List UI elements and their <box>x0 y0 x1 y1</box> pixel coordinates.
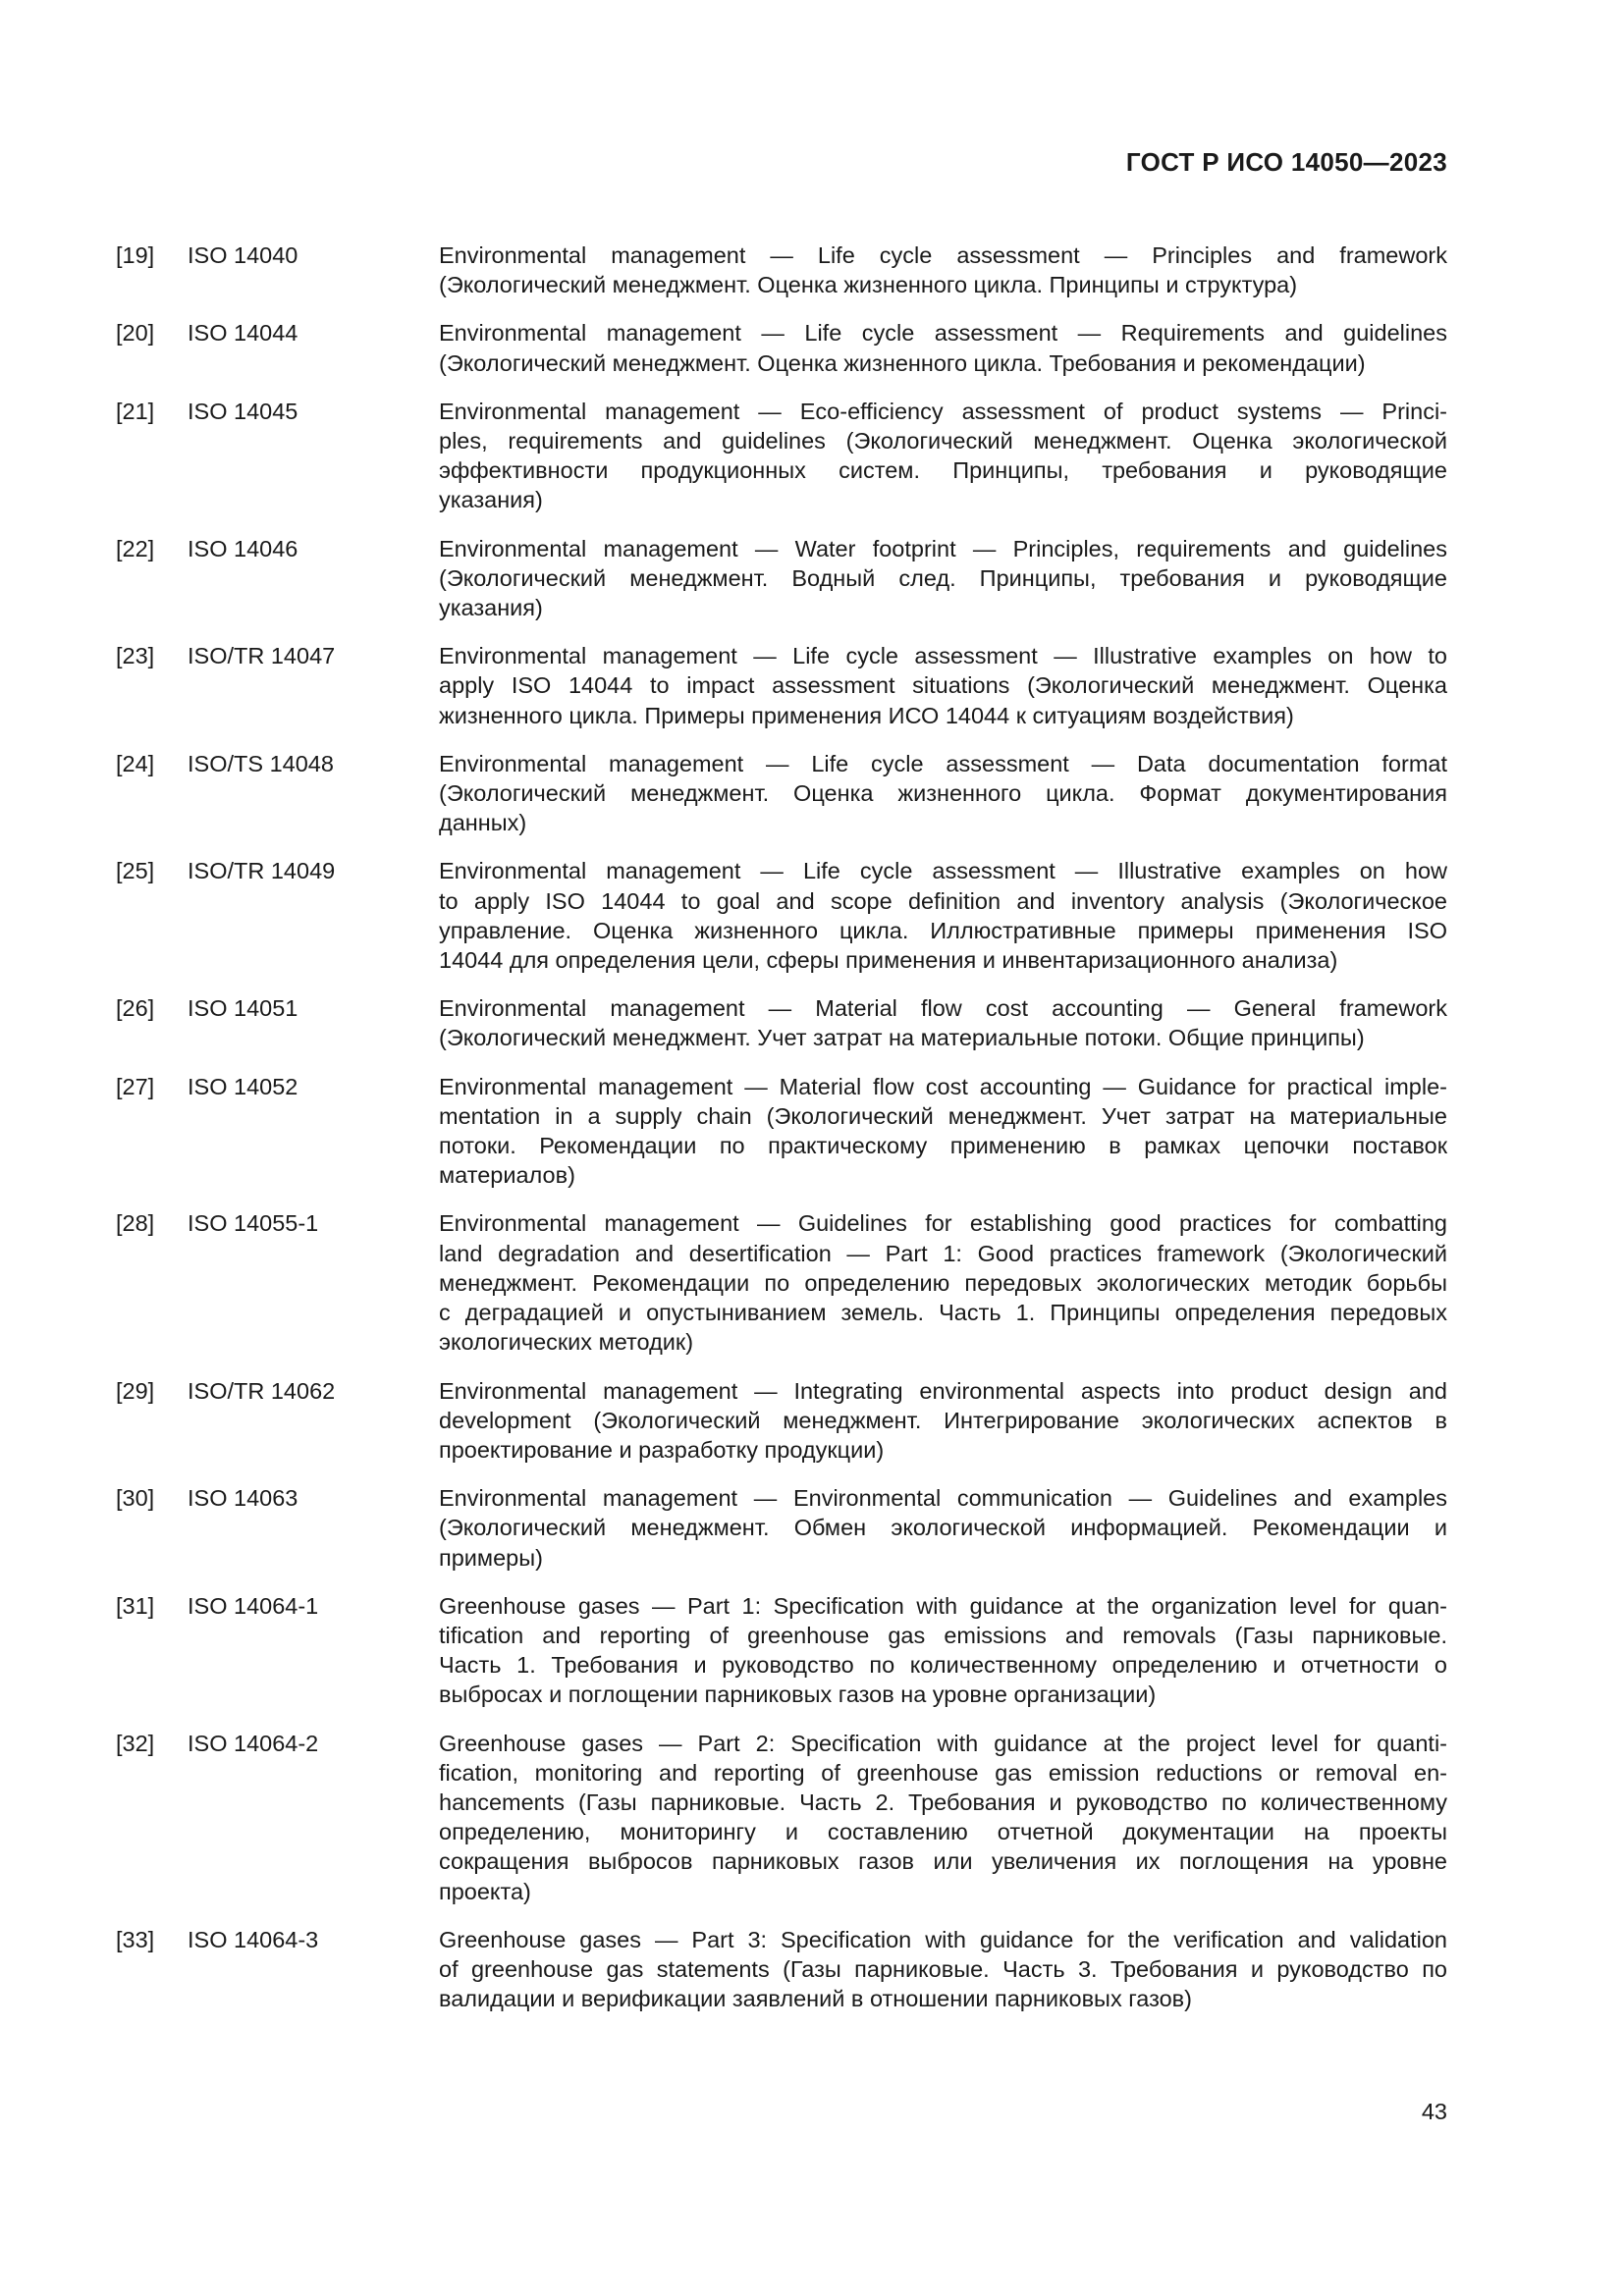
reference-number: [29] <box>116 1377 155 1404</box>
reference-number: [33] <box>116 1926 155 1952</box>
reference-title-line: определению, мониторингу и составлению отчетной документации на проекты <box>439 1819 1447 1845</box>
standard-code: ISO 14052 <box>188 1073 298 1099</box>
standard-code: ISO/TS 14048 <box>188 750 334 776</box>
reference-number: [32] <box>116 1730 155 1756</box>
reference-title-line: проектирование и разработку продукции) <box>439 1436 885 1463</box>
reference-title-line: Environmental management — Environmental communication — Guidelines and examples <box>439 1485 1447 1512</box>
standard-code: ISO 14063 <box>188 1485 298 1512</box>
reference-number: [20] <box>116 320 155 347</box>
reference-title-line: Часть 1. Требования и руководство по количественному определению и отчетности о <box>439 1652 1447 1679</box>
reference-title-line: проекта) <box>439 1878 531 1904</box>
reference-title-line: Environmental management — Life cycle assessment — Data documentation format <box>439 750 1447 776</box>
document-header: ГОСТ Р ИСО 14050—2023 <box>1125 147 1447 177</box>
reference-title-line: (Экологический менеджмент. Водный след. Принципы, требования и руководящие <box>439 564 1447 591</box>
reference-title <box>439 641 1447 730</box>
reference-title-line: (Экологический менеджмент. Обмен экологической информацией. Рекомендации и <box>439 1515 1447 1541</box>
bibliography-entry <box>116 1483 1447 1573</box>
bibliography-entry <box>116 1208 1447 1357</box>
standard-code: ISO 14040 <box>188 242 298 268</box>
reference-number: [28] <box>116 1210 155 1237</box>
reference-title <box>439 397 1447 515</box>
bibliography-list <box>116 240 1447 2032</box>
bibliography-entry <box>116 318 1447 377</box>
reference-title <box>439 993 1447 1052</box>
reference-number: [24] <box>116 750 155 776</box>
reference-title-line: Environmental management — Material flow cost accounting — General framework <box>439 995 1447 1022</box>
standard-code: ISO 14064-1 <box>188 1592 319 1619</box>
reference-number: [27] <box>116 1073 155 1099</box>
reference-title-line: Environmental management — Guidelines for establishing good practices for combatting <box>439 1210 1447 1237</box>
reference-title-line: Environmental management — Eco-efficiency assessment of product systems — Princi- <box>439 398 1447 424</box>
bibliography-entry <box>116 534 1447 623</box>
reference-title <box>439 1925 1447 2014</box>
reference-title-line: сокращения выбросов парниковых газов или увеличения их поглощения на уровне <box>439 1848 1447 1875</box>
reference-title <box>439 318 1447 377</box>
bibliography-entry <box>116 1729 1447 1906</box>
page-number: 43 <box>1421 2099 1447 2124</box>
reference-title <box>439 1072 1447 1191</box>
reference-number: [23] <box>116 643 155 669</box>
reference-title <box>439 1483 1447 1573</box>
reference-title-line: Greenhouse gases — Part 1: Specification with guidance at the organization level for quan- <box>439 1592 1447 1619</box>
standard-code: ISO/TR 14062 <box>188 1377 336 1404</box>
reference-title-line: управление. Оценка жизненного цикла. Иллюстративные примеры применения ISO <box>439 917 1447 943</box>
reference-number: [30] <box>116 1485 155 1512</box>
reference-title-line: hancements (Газы парниковые. Часть 2. Требования и руководство по количественному <box>439 1789 1447 1815</box>
bibliography-entry <box>116 1376 1447 1466</box>
bibliography-entry <box>116 749 1447 838</box>
bibliography-entry <box>116 240 1447 299</box>
reference-title <box>439 1591 1447 1710</box>
bibliography-entry <box>116 1072 1447 1191</box>
reference-title-line: менеджмент. Рекомендации по определению передовых экологических методик борьбы <box>439 1269 1447 1296</box>
reference-number: [26] <box>116 995 155 1022</box>
reference-title-line: Greenhouse gases — Part 3: Specification with guidance for the verification and validation <box>439 1926 1447 1952</box>
reference-title-line: Environmental management — Life cycle assessment — Illustrative examples on how <box>439 858 1447 884</box>
bibliography-entry <box>116 641 1447 730</box>
reference-number: [22] <box>116 535 155 561</box>
standard-code: ISO 14064-3 <box>188 1926 319 1952</box>
reference-title-line: потоки. Рекомендации по практическому применению в рамках цепочки поставок <box>439 1133 1447 1159</box>
reference-title-line: валидации и верификации заявлений в отношении парниковых газов) <box>439 1986 1192 2012</box>
reference-title-line: с деградацией и опустыниванием земель. Часть 1. Принципы определения передовых <box>439 1300 1447 1326</box>
bibliography-entry <box>116 1591 1447 1710</box>
reference-title-line: (Экологический менеджмент. Оценка жизненного цикла. Требования и рекомендации) <box>439 349 1366 376</box>
reference-title-line: указания) <box>439 487 543 513</box>
reference-title-line: development (Экологический менеджмент. Интегрирование экологических аспектов в <box>439 1407 1447 1433</box>
reference-title <box>439 534 1447 623</box>
reference-title-line: Environmental management — Life cycle assessment — Illustrative examples on how to <box>439 643 1447 669</box>
reference-title-line: mentation in a supply chain (Экологический менеджмент. Учет затрат на материальные <box>439 1102 1447 1129</box>
reference-title-line: tification and reporting of greenhouse gas emissions and removals (Газы парниковые. <box>439 1622 1447 1648</box>
reference-title-line: жизненного цикла. Примеры применения ИСО 14044 к ситуациям воздействия) <box>439 702 1294 728</box>
reference-title-line: примеры) <box>439 1544 543 1571</box>
standard-code: ISO/TR 14047 <box>188 643 336 669</box>
reference-number: [31] <box>116 1592 155 1619</box>
reference-title-line: apply ISO 14044 to impact assessment situations (Экологический менеджмент. Оценка <box>439 672 1447 699</box>
reference-title-line: указания) <box>439 595 543 621</box>
reference-title-line: Environmental management — Water footprint — Principles, requirements and guidelines <box>439 535 1447 561</box>
standard-code: ISO 14051 <box>188 995 298 1022</box>
reference-title <box>439 749 1447 838</box>
bibliography-entry <box>116 993 1447 1052</box>
reference-title-line: ples, requirements and guidelines (Экологический менеджмент. Оценка экологической <box>439 428 1447 454</box>
reference-title-line: 14044 для определения цели, сферы применения и инвентаризационного анализа) <box>439 947 1338 974</box>
reference-title <box>439 856 1447 975</box>
reference-title-line: land degradation and desertification — Part 1: Good practices framework (Экологический <box>439 1240 1447 1266</box>
reference-title-line: of greenhouse gas statements (Газы парниковые. Часть 3. Требования и руководство по <box>439 1955 1447 1982</box>
standard-code: ISO 14044 <box>188 320 298 347</box>
reference-title-line: (Экологический менеджмент. Учет затрат на материальные потоки. Общие принципы) <box>439 1025 1365 1051</box>
bibliography-entry <box>116 856 1447 975</box>
reference-title <box>439 1376 1447 1466</box>
reference-title-line: fication, monitoring and reporting of greenhouse gas emission reductions or removal en- <box>439 1759 1447 1786</box>
reference-number: [25] <box>116 858 155 884</box>
reference-title <box>439 1729 1447 1906</box>
bibliography-entry <box>116 1925 1447 2014</box>
reference-title-line: данных) <box>439 810 527 836</box>
reference-title-line: Environmental management — Material flow cost accounting — Guidance for practical imple- <box>439 1073 1447 1099</box>
standard-code: ISO 14046 <box>188 535 298 561</box>
reference-number: [19] <box>116 242 155 268</box>
standard-code: ISO 14055-1 <box>188 1210 319 1237</box>
bibliography-entry <box>116 397 1447 515</box>
reference-title <box>439 1208 1447 1357</box>
standard-code: ISO 14064-2 <box>188 1730 319 1756</box>
reference-title-line: to apply ISO 14044 to goal and scope definition and inventory analysis (Экологическое <box>439 887 1447 914</box>
reference-title-line: экологических методик) <box>439 1329 694 1356</box>
reference-title-line: материалов) <box>439 1162 575 1189</box>
standard-code: ISO/TR 14049 <box>188 858 336 884</box>
reference-title-line: эффективности продукционных систем. Принципы, требования и руководящие <box>439 457 1447 484</box>
reference-title-line: Environmental management — Life cycle assessment — Principles and framework <box>439 242 1447 268</box>
standard-code: ISO 14045 <box>188 398 298 424</box>
reference-title-line: (Экологический менеджмент. Оценка жизненного цикла. Принципы и структура) <box>439 272 1298 298</box>
reference-title-line: Environmental management — Integrating environmental aspects into product design and <box>439 1377 1447 1404</box>
reference-title <box>439 240 1447 299</box>
reference-title-line: (Экологический менеджмент. Оценка жизненного цикла. Формат документирования <box>439 780 1447 807</box>
reference-number: [21] <box>116 398 155 424</box>
reference-title-line: Greenhouse gases — Part 2: Specification with guidance at the project level for quanti- <box>439 1730 1447 1756</box>
reference-title-line: Environmental management — Life cycle assessment — Requirements and guidelines <box>439 320 1447 347</box>
reference-title-line: выбросах и поглощении парниковых газов на уровне организации) <box>439 1682 1157 1708</box>
